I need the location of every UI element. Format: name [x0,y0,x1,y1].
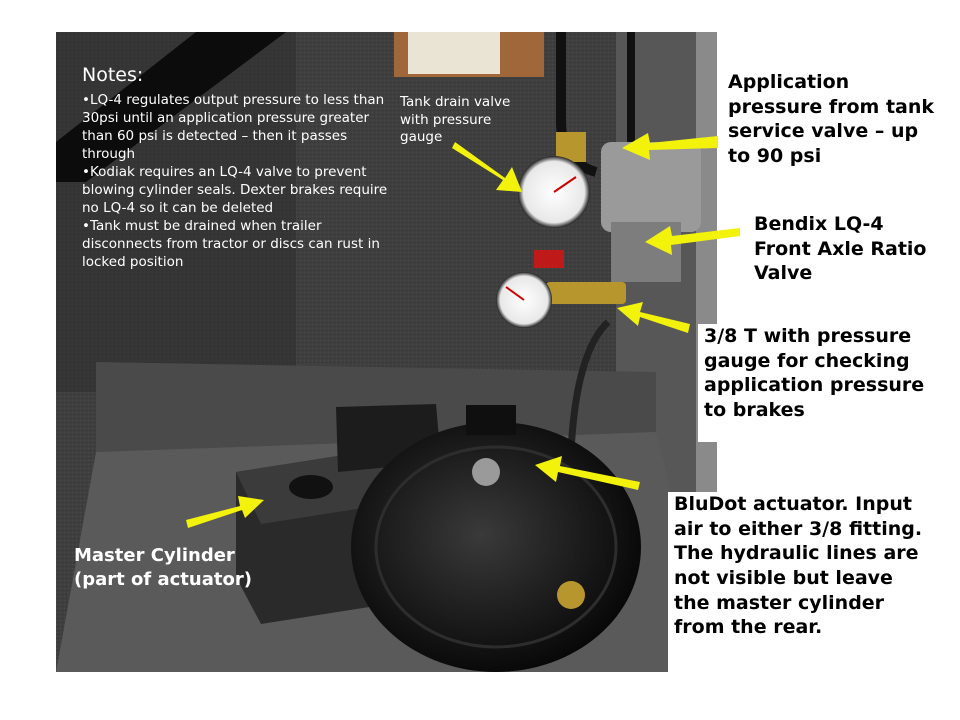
note-item: • Tank must be drained when trailer disconnects from tractor or discs can rust in locked position [82,218,392,272]
bendix-callout: Bendix LQ-4 Front Axle Ratio Valve [748,212,935,298]
bludot-callout: BluDot actuator. Input air to either 3/8 fitting. The hydraulic lines are not visible but leave the master cylinder from the rear. [668,492,932,672]
notes-panel [82,64,392,272]
master-cylinder-cap [289,475,333,499]
application-pressure-callout: Application pressure from tank service valve – up to 90 psi [722,70,942,188]
note-item: • LQ-4 regulates output pressure to less than 30psi until an application pressure greater than 60 psi is detected – then it passes through [82,92,392,164]
drain-valve-handle [534,250,564,268]
brass-tee [546,282,626,304]
bludot-actuator [351,422,641,672]
bendix-valve [601,142,701,232]
tank-drain-label: Tank drain valve with pressure gauge [400,94,511,146]
note-item: • Kodiak requires an LQ-4 valve to prevent blowing cylinder seals. Dexter brakes require no LQ-4 so it can be deleted [82,164,392,218]
notes-title: Notes: [82,64,144,86]
tee-callout: 3/8 T with pressure gauge for checking application pressure to brakes [698,324,936,442]
actuator-fitting [557,581,585,609]
master-cylinder-label: Master Cylinder (part of actuator) [74,545,252,591]
actuator-bolt [472,458,500,486]
